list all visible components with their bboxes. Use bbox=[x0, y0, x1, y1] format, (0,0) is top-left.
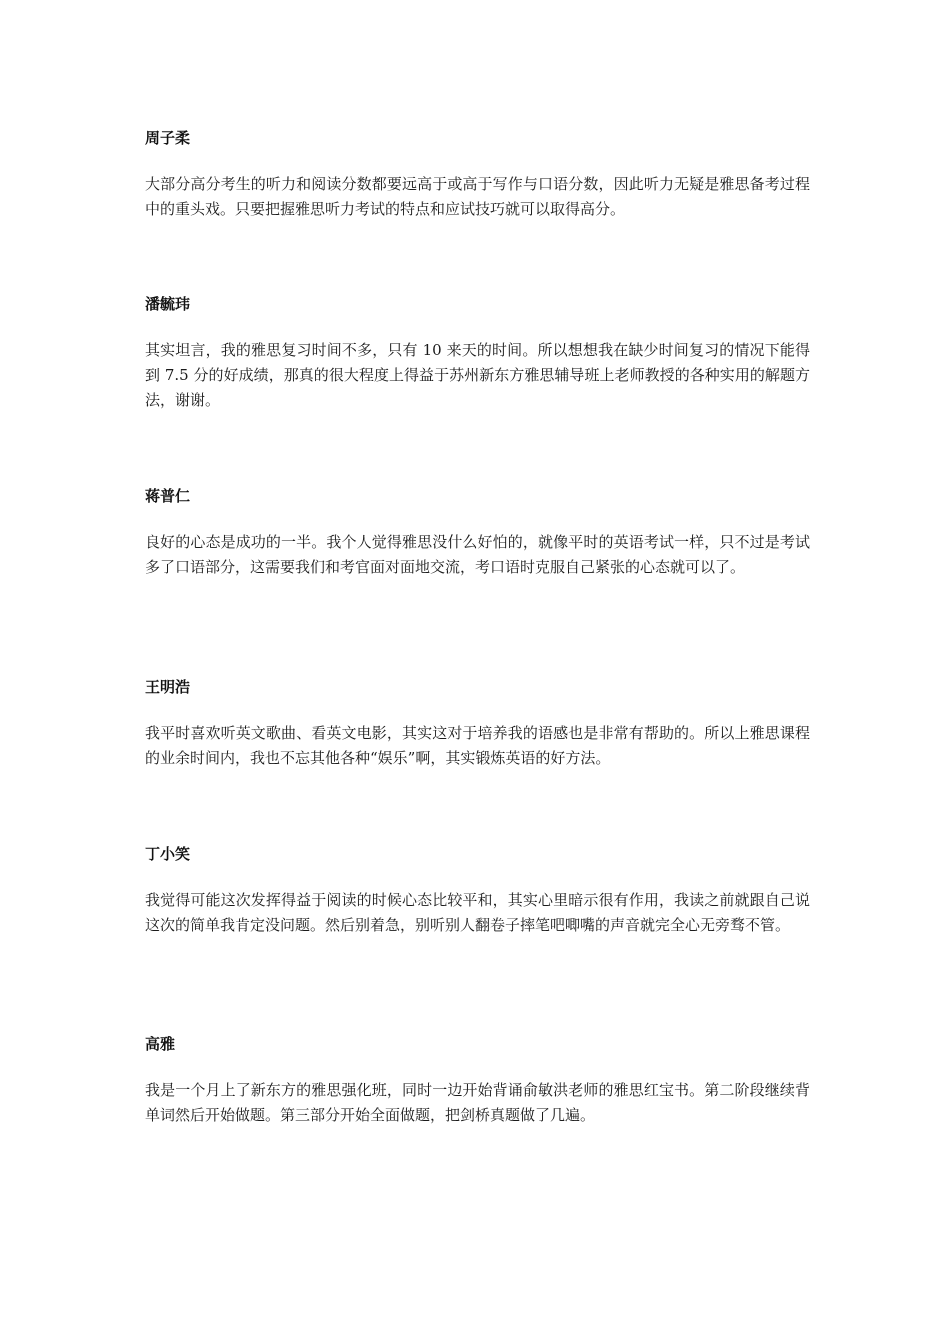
student-name: 蒋普仁 bbox=[145, 487, 191, 505]
testimonial-text: 大部分高分考生的听力和阅读分数都要远高于或高于写作与口语分数，因此听力无疑是雅思备考过程中的重头戏。只要把握雅思听力考试的特点和应试技巧就可以取得高分。 bbox=[145, 175, 810, 218]
testimonial-text: 我是一个月上了新东方的雅思强化班，同时一边开始背诵俞敏洪老师的雅思红宝书。第二阶段继续背单词然后开始做题。第三部分开始全面做题，把剑桥真题做了几遍。 bbox=[145, 1081, 810, 1124]
testimonial-entry bbox=[145, 844, 810, 938]
testimonial-text: 我平时喜欢听英文歌曲、看英文电影，其实这对于培养我的语感也是非常有帮助的。所以上雅思课程的业余时间内，我也不忘其他各种“娱乐”啊，其实锻炼英语的好方法。 bbox=[145, 724, 810, 767]
testimonial-entry bbox=[145, 486, 810, 580]
testimonial-entry bbox=[145, 677, 810, 771]
testimonial-text: 我觉得可能这次发挥得益于阅读的时候心态比较平和，其实心里暗示很有作用，我读之前就跟自己说这次的简单我肯定没问题。然后别着急，别听别人翻卷子摔笔吧唧嘴的声音就完全心无旁骛不管。 bbox=[145, 891, 810, 934]
testimonial-text: 其实坦言，我的雅思复习时间不多，只有 10 来天的时间。所以想想我在缺少时间复习的情况下能得到 7.5 分的好成绩，那真的很大程度上得益于苏州新东方雅思辅导班上老师教授的各种实用的解题方法，谢谢。 bbox=[145, 341, 810, 409]
student-name: 高雅 bbox=[145, 1035, 176, 1053]
testimonial-entry bbox=[145, 1034, 810, 1128]
student-name: 周子柔 bbox=[145, 129, 191, 147]
student-name: 丁小笑 bbox=[145, 845, 191, 863]
testimonial-entry bbox=[145, 128, 810, 222]
testimonial-text: 良好的心态是成功的一半。我个人觉得雅思没什么好怕的，就像平时的英语考试一样，只不过是考试多了口语部分，这需要我们和考官面对面地交流，考口语时克服自己紧张的心态就可以了。 bbox=[145, 533, 810, 576]
student-name: 王明浩 bbox=[145, 678, 191, 696]
student-name: 潘毓玮 bbox=[145, 295, 191, 313]
testimonial-entry bbox=[145, 294, 810, 413]
